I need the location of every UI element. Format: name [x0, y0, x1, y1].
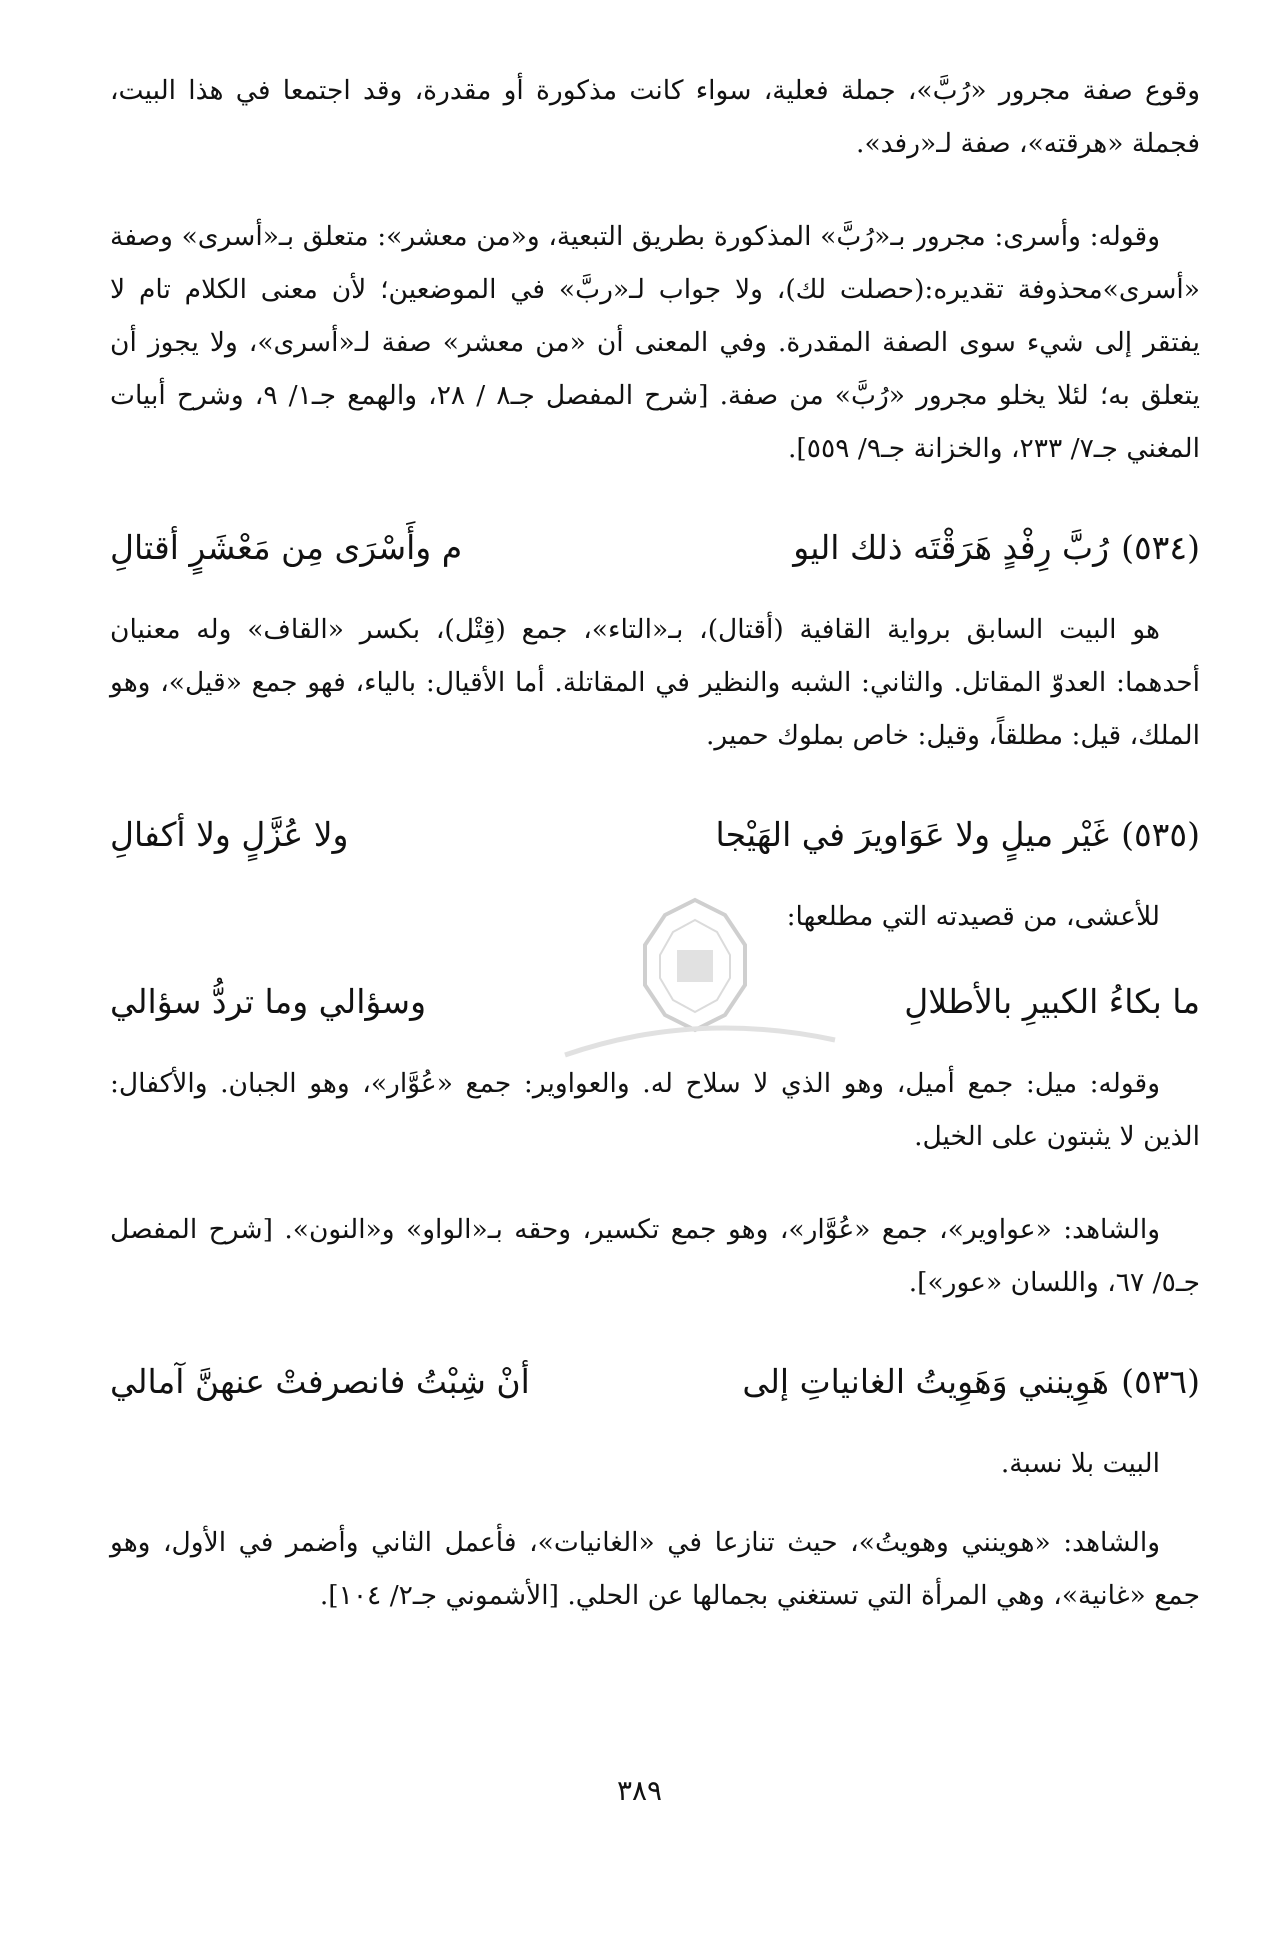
verse-hemistich-second: أنْ شِبْتُ فانصرفتْ عنهنَّ آمالي [110, 1362, 530, 1401]
commentary-535-2: والشاهد: «عواوير»، جمع «عُوَّار»، وهو جمع تكسير، وحقه بـ«الواو» و«النون». [شرح المفصل جـ٥/ ٦٧، واللسان «عور»]. [110, 1214, 1200, 1298]
opening-verse-535 [110, 969, 1200, 1035]
verse-hemistich-first: غَيْر ميلٍ ولا عَوَاويرَ في الهَيْجا [715, 815, 1110, 854]
verse-number: (٥٣٥) [1121, 815, 1200, 854]
verse-hemistich-first: رُبَّ رِفْدٍ هَرَقْتَه ذلك اليو [793, 528, 1110, 567]
verse-hemistich-second: وسؤالي وما تردُّ سؤالي [110, 982, 427, 1021]
verse-hemistich-first: ما بكاءُ الكبيرِ بالأطلالِ [904, 982, 1200, 1021]
paragraph-top-2: وقوله: وأسرى: مجرور بـ«رُبَّ» المذكورة بطريق التبعية، و«من معشر»: متعلق بـ«أسرى» وصفة «أسرى»محذوفة تقديره:(حصلت لك)، ولا جواب لـ«ربَّ» في الموضعين؛ لأن معنى الكلام تام لا يفتقر إلى شيء سوى الصفة المقدرة. وفي المعنى أن «من معشر» صفة لـ«أسرى»، ولا يجوز أن يتعلق به؛ لئلا يخلو مجرور «رُبَّ» من صفة. [شرح المفصل جـ٨ / ٢٨، والهمع جـ١/ ٩، وشرح أبيات المغني جـ٧/ ٢٣٣، والخزانة جـ٩/ ٥٥٩]. [110, 221, 1200, 464]
verse-number: (٥٣٤) [1121, 528, 1200, 567]
verse-534 [110, 515, 1200, 581]
verse-hemistich-second: ولا عُزَّلٍ ولا أكفالِ [110, 815, 349, 854]
source-535: للأعشى، من قصيدته التي مطلعها: [786, 901, 1160, 932]
page-body [110, 64, 1200, 1662]
page-number: ٣٨٩ [616, 1774, 663, 1807]
commentary-536: والشاهد: «هوينني وهويتُ»، حيث تنازعا في «الغانيات»، فأعمل الثاني وأضمر في الأول، وهو جمع «غانية»، وهي المرأة التي تستغني بجمالها عن الحلي. [الأشموني جـ٢/ ١٠٤]. [110, 1527, 1200, 1611]
verse-536 [110, 1349, 1200, 1415]
commentary-535-1: وقوله: ميل: جمع أميل، وهو الذي لا سلاح له. والعواوير: جمع «عُوَّار»، وهو الجبان. والأكفال: الذين لا يثبتون على الخيل. [110, 1068, 1200, 1152]
verse-hemistich-second: م وأَسْرَى مِن مَعْشَرٍ أقتالِ [110, 528, 463, 567]
verse-535 [110, 802, 1200, 868]
commentary-534: هو البيت السابق برواية القافية (أقتال)، بـ«التاء»، جمع (قِتْل)، بكسر «القاف» وله معنيان أحدهما: العدوّ المقاتل. والثاني: الشبه والنظير في المقاتلة. أما الأقيال: بالياء، فهو جمع «قيل»، وهو الملك، قيل: مطلقاً، وقيل: خاص بملوك حمير. [110, 614, 1200, 751]
verse-hemistich-first: هَوِينني وَهَوِيتُ الغانياتِ إلى [742, 1362, 1110, 1401]
source-536: البيت بلا نسبة. [1000, 1448, 1160, 1479]
verse-number: (٥٣٦) [1121, 1362, 1200, 1401]
paragraph-top-1: وقوع صفة مجرور «رُبَّ»، جملة فعلية، سواء كانت مذكورة أو مقدرة، وقد اجتمعا في هذا البيت، فجملة «هرقته»، صفة لـ«رفد». [110, 75, 1200, 159]
